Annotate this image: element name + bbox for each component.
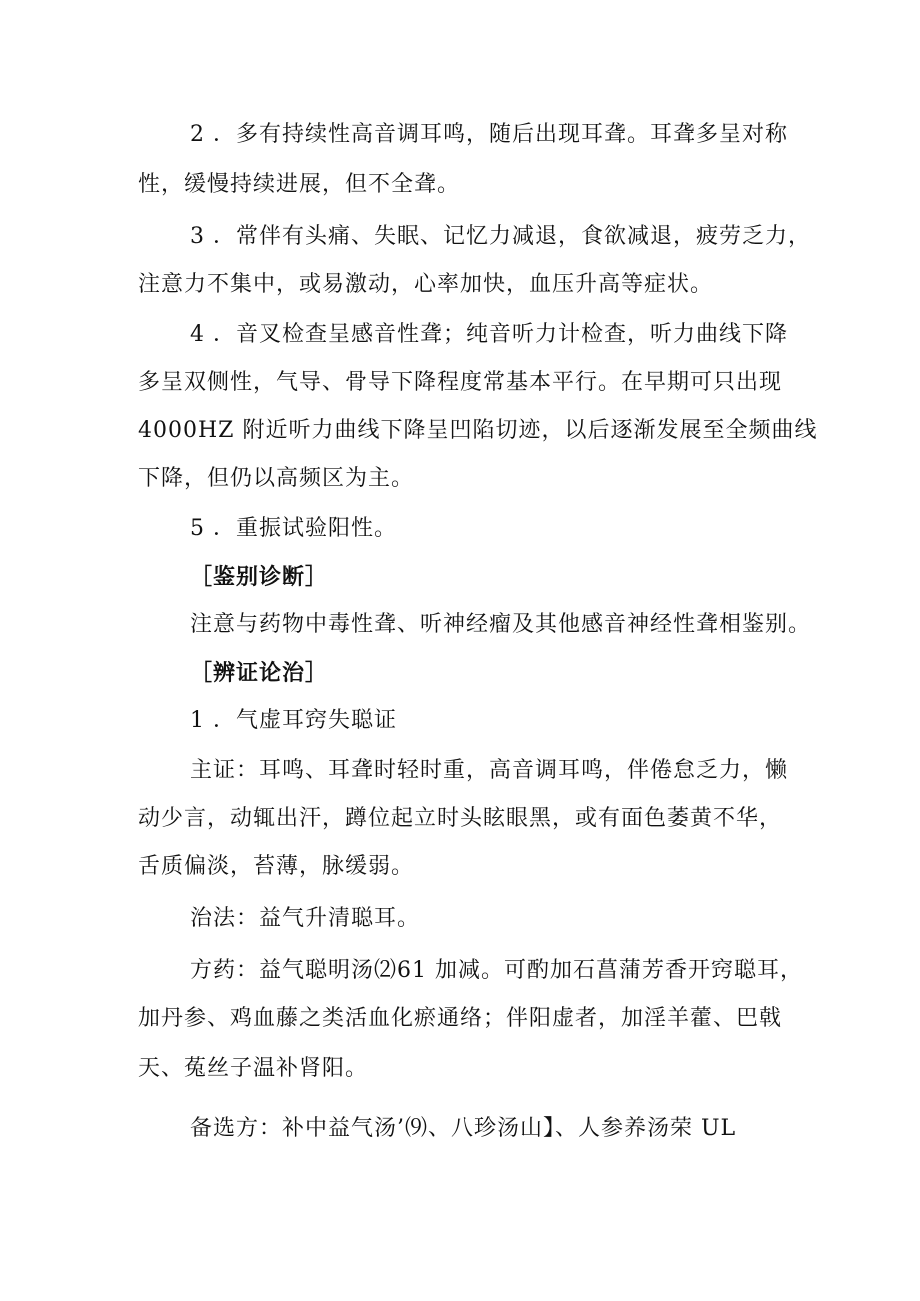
section-heading-differential-diagnosis: ［鉴别诊断］ <box>190 564 329 590</box>
item-4-line-3: 4000HZ 附近听力曲线下降呈凹陷切迹，以后逐渐发展至全频曲线 <box>138 418 818 443</box>
pattern-1-title: 1 ．气虚耳窍失聪证 <box>190 708 397 733</box>
item-3-line-1: 3 ．常伴有头痛、失眠、记忆力减退，食欲减退，疲劳乏力， <box>190 224 811 249</box>
treatment-method: 治法：益气升清聪耳。 <box>190 906 421 931</box>
item-4-line-2: 多呈双侧性，气导、骨导下降程度常基本平行。在早期可只出现 <box>138 370 783 395</box>
prescription-line-2: 加丹参、鸡血藤之类活血化瘀通络；伴阳虚者，加淫羊藿、巴戟 <box>138 1006 783 1031</box>
item-2-line-2: 性，缓慢持续进展，但不全聋。 <box>138 172 461 197</box>
prescription-line-1: 方药：益气聪明汤⑵61 加减。可酌加石菖蒲芳香开窍聪耳， <box>190 958 803 983</box>
main-symptoms-line-2: 动少言，动辄出汗，蹲位起立时头眩眼黑，或有面色萎黄不华， <box>138 806 783 831</box>
alternative-prescriptions: 备选方：补中益气汤’⑼、八珍汤山】、人参养汤荣 UL <box>190 1116 737 1141</box>
main-symptoms-line-3: 舌质偏淡，苔薄，脉缓弱。 <box>138 854 415 879</box>
differential-diagnosis-text: 注意与药物中毒性聋、听神经瘤及其他感音神经性聋相鉴别。 <box>190 612 812 637</box>
prescription-line-3: 天、菟丝子温补肾阳。 <box>138 1056 369 1081</box>
section-heading-treatment: ［辨证论治］ <box>190 660 329 686</box>
main-symptoms-line-1: 主证：耳鸣、耳聋时轻时重，高音调耳鸣，伴倦怠乏力，懒 <box>190 758 789 783</box>
item-4-line-4: 下降，但仍以高频区为主。 <box>138 466 415 491</box>
item-5-line: 5 ．重振试验阳性。 <box>190 516 397 541</box>
item-3-line-2: 注意力不集中，或易激动，心率加快，血压升高等症状。 <box>138 272 714 297</box>
item-2-line-1: 2 ．多有持续性高音调耳鸣，随后出现耳聋。耳聋多呈对称 <box>190 122 788 147</box>
item-4-line-1: 4 ．音叉检查呈感音性聋；纯音听力计检查，听力曲线下降 <box>190 322 788 347</box>
